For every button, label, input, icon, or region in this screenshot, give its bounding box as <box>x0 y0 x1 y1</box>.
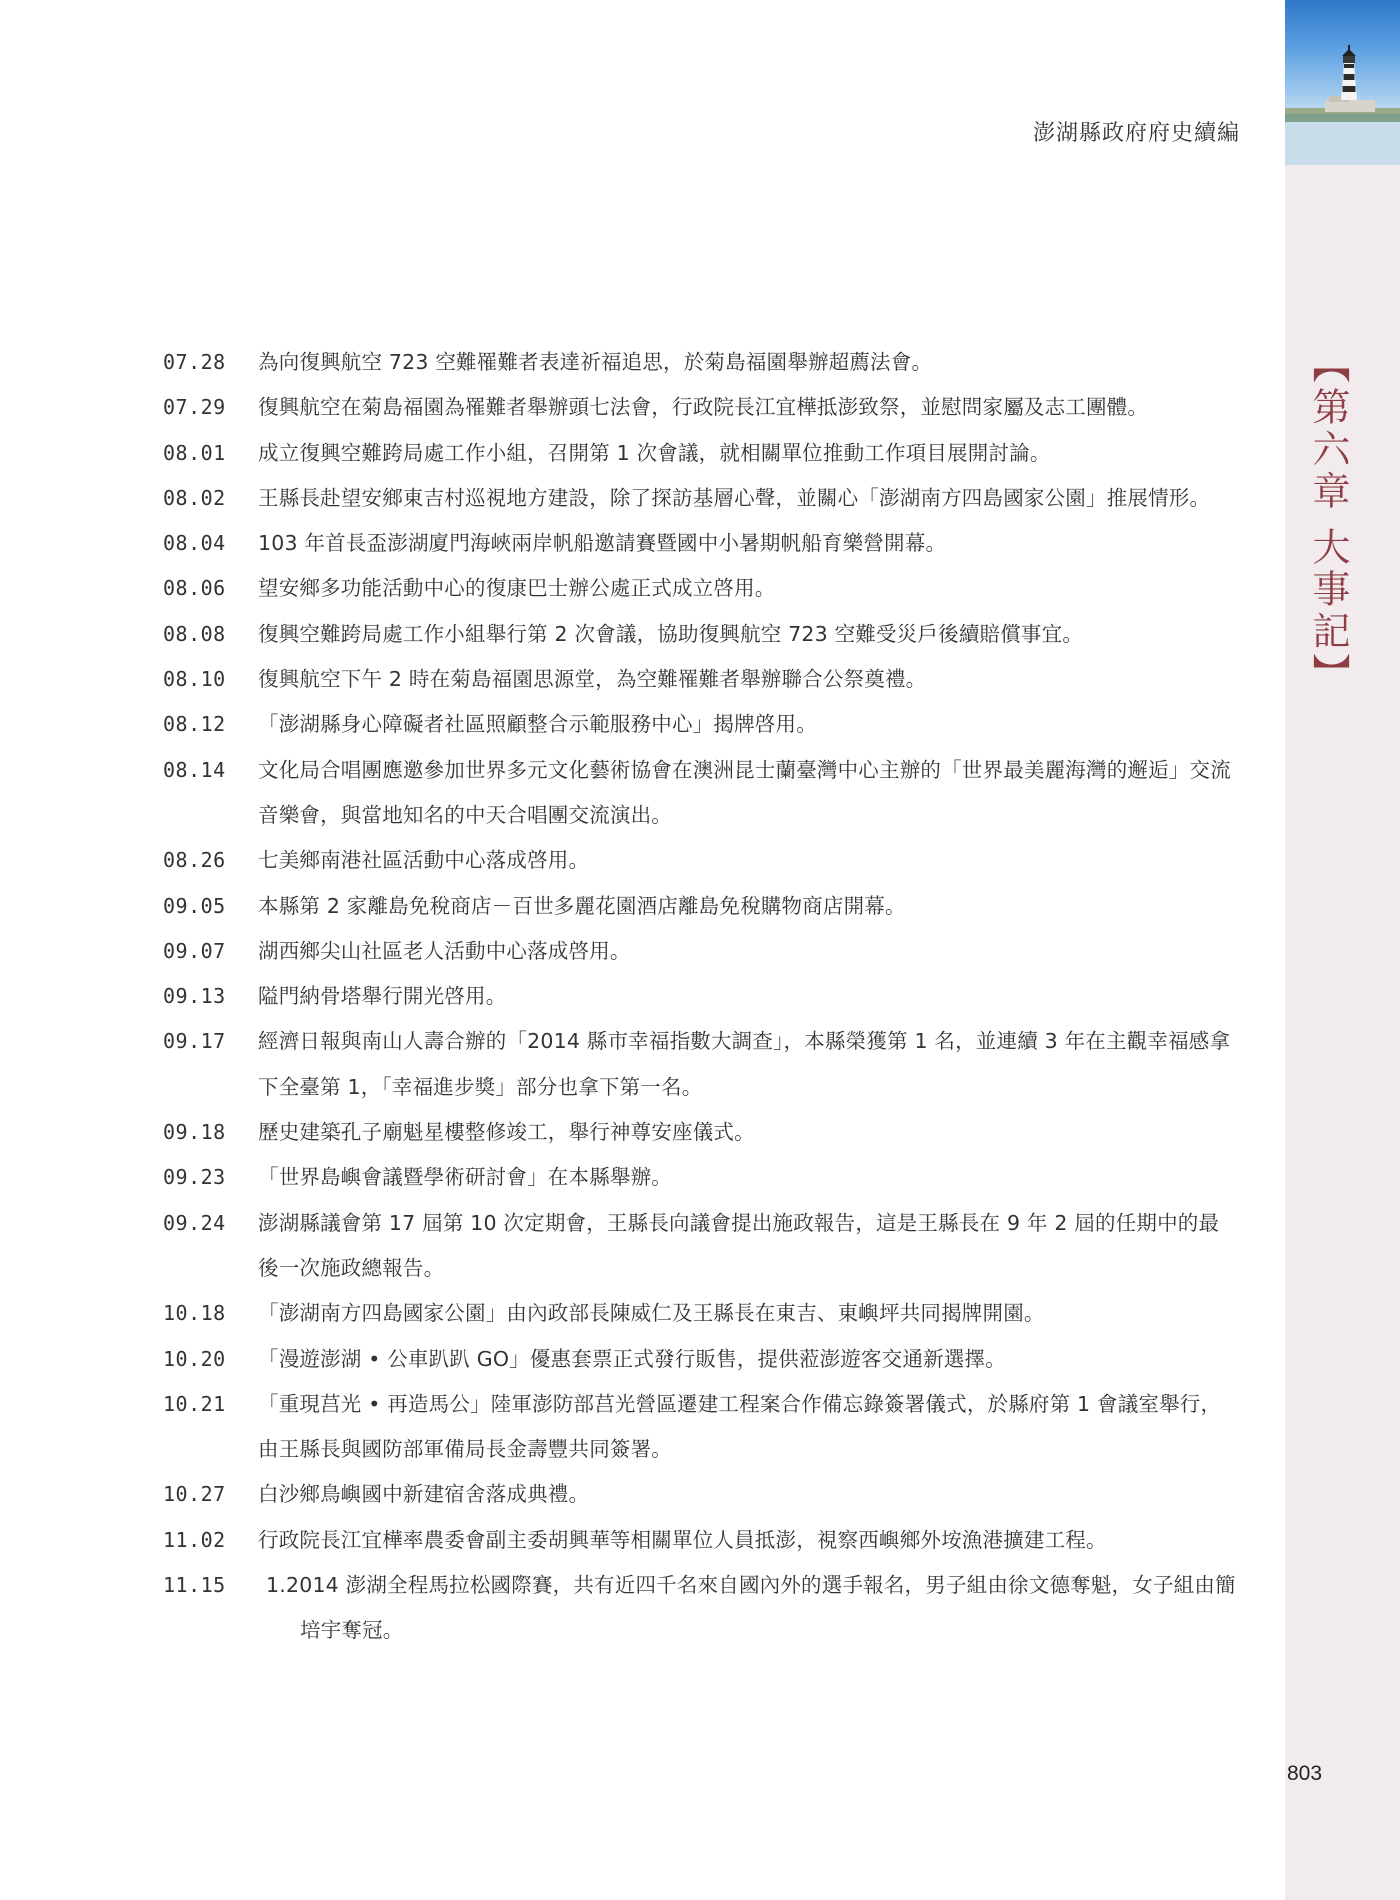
side-band <box>1285 0 1400 1900</box>
entry-text: 隘門納骨塔舉行開光啓用。 <box>258 984 507 1009</box>
entry-text: 為向復興航空 723 空難罹難者表達祈福追思，於菊島福園舉辦超薦法會。 <box>258 350 933 374</box>
chronology-entry <box>163 1382 1238 1473</box>
entry-date: 08.10 <box>163 667 226 692</box>
entry-text: 行政院長江宜樺率農委會副主委胡興華等相關單位人員抵澎，視察西嶼鄉外垵漁港擴建工程。 <box>258 1527 1107 1552</box>
entry-date: 11.15 <box>163 1573 226 1598</box>
chronology-entry <box>163 1201 1238 1292</box>
entry-text: 白沙鄉鳥嶼國中新建宿舍落成典禮。 <box>258 1482 590 1507</box>
entry-date: 08.01 <box>163 440 226 465</box>
chronology-entry <box>163 884 1238 929</box>
entry-text: 「世界島嶼會議暨學術研討會」在本縣舉辦。 <box>258 1165 672 1190</box>
entry-date: 08.02 <box>163 485 226 510</box>
chapter-tab <box>1306 345 1350 695</box>
entry-date: 10.18 <box>163 1301 226 1326</box>
entry-text: 「重現莒光 • 再造馬公」陸軍澎防部莒光營區遷建工程案合作備忘錄簽署儀式，於縣府第 1 會議室舉行，由王縣長與國防部軍備局長金壽豐共同簽署。 <box>258 1391 1222 1462</box>
entry-date: 08.06 <box>163 576 226 601</box>
chronology-entry <box>163 385 1238 430</box>
entry-text: 復興航空下午 2 時在菊島福園思源堂，為空難罹難者舉辦聯合公祭奠禮。 <box>258 667 927 692</box>
page-number: 803 <box>1287 1762 1323 1785</box>
chronology-entry <box>163 612 1238 657</box>
entry-text: 1.2014 澎湖全程馬拉松國際賽，共有近四千名來自國內外的選手報名，男子組由徐文德奪魁，女子組由簡培宇奪冠。 <box>266 1573 1236 1643</box>
entry-date: 08.26 <box>163 848 226 873</box>
entry-date: 10.20 <box>163 1346 226 1371</box>
entry-text: 歷史建築孔子廟魁星樓整修竣工，舉行神尊安座儀式。 <box>258 1120 755 1145</box>
chronology-entry <box>163 340 1238 385</box>
chronology-entry <box>163 1019 1238 1110</box>
entry-date: 11.02 <box>163 1527 226 1552</box>
chapter-topic: 大事記 <box>1306 527 1350 653</box>
chronology-entry <box>163 521 1238 566</box>
chronology-entry <box>163 974 1238 1019</box>
entry-date: 09.05 <box>163 893 226 918</box>
entry-text: 經濟日報與南山人壽合辦的「2014 縣市幸福指數大調查」，本縣榮獲第 1 名，並連續 3 年在主觀幸福感拿下全臺第 1，「幸福進步獎」部分也拿下第一名。 <box>258 1029 1231 1099</box>
lighthouse-photo <box>1285 0 1400 165</box>
entry-text: 文化局合唱團應邀參加世界多元文化藝術協會在澳洲昆士蘭臺灣中心主辦的「世界最美麗海灣的邂逅」交流音樂會，與當地知名的中天合唱團交流演出。 <box>258 757 1231 827</box>
entry-date: 09.23 <box>163 1165 226 1190</box>
chronology-entry <box>163 1110 1238 1155</box>
entry-date: 09.13 <box>163 984 226 1009</box>
entry-date: 09.07 <box>163 938 226 963</box>
entry-text: 103 年首長盃澎湖廈門海峽兩岸帆船邀請賽暨國中小暑期帆船育樂營開幕。 <box>258 531 947 556</box>
entry-text: 復興航空在菊島福園為罹難者舉辦頭七法會，行政院長江宜樺抵澎致祭，並慰問家屬及志工團體。 <box>258 395 1149 420</box>
entry-text: 「漫遊澎湖 • 公車趴趴 GO」優惠套票正式發行販售，提供蒞澎遊客交通新選擇。 <box>258 1346 1006 1371</box>
entry-date: 07.28 <box>163 350 226 374</box>
chronology-entry <box>163 1472 1238 1517</box>
entry-date: 08.08 <box>163 621 226 646</box>
chronology-entry <box>163 1155 1238 1200</box>
entry-date: 10.21 <box>163 1391 226 1416</box>
chronology-entry <box>163 566 1238 611</box>
chronology-entry <box>163 1563 1238 1654</box>
chapter-open-bracket: 【 <box>1306 345 1350 387</box>
chronology-entry <box>163 929 1238 974</box>
entry-text: 望安鄉多功能活動中心的復康巴士辦公處正式成立啓用。 <box>258 576 776 601</box>
entry-date: 09.24 <box>163 1210 226 1235</box>
entry-text: 湖西鄉尖山社區老人活動中心落成啓用。 <box>258 938 631 963</box>
entry-date: 07.29 <box>163 395 226 420</box>
entry-date: 08.12 <box>163 712 226 737</box>
entry-date: 08.14 <box>163 757 226 782</box>
entry-text: 王縣長赴望安鄉東吉村巡視地方建設，除了探訪基層心聲，並關心「澎湖南方四島國家公園」推展情形。 <box>258 485 1211 510</box>
chronology-entry <box>163 702 1238 747</box>
entry-text: 澎湖縣議會第 17 屆第 10 次定期會，王縣長向議會提出施政報告，這是王縣長在 9 年 2 屆的任期中的最後一次施政總報告。 <box>258 1210 1220 1280</box>
entry-text: 成立復興空難跨局處工作小組，召開第 1 次會議，就相關單位推動工作項目展開討論。 <box>258 440 1051 465</box>
chronology-entry <box>163 657 1238 702</box>
chapter-close-bracket: 】 <box>1306 653 1350 695</box>
entry-date: 09.18 <box>163 1120 226 1145</box>
header-title: 澎湖縣政府府史續編 <box>1032 121 1240 146</box>
chronology-entry <box>163 1337 1238 1382</box>
chronology-list <box>163 340 1238 1654</box>
entry-date: 09.17 <box>163 1029 226 1054</box>
lighthouse-illustration <box>1285 0 1400 165</box>
entry-text: 「澎湖南方四島國家公園」由內政部長陳威仁及王縣長在東吉、東嶼坪共同揭牌開園。 <box>258 1301 1045 1326</box>
chronology-entry <box>163 838 1238 883</box>
entry-text: 本縣第 2 家離島免稅商店－百世多麗花園酒店離島免稅購物商店開幕。 <box>258 893 906 918</box>
chronology-entry <box>163 1518 1238 1563</box>
chronology-entry <box>163 748 1238 839</box>
entry-date: 08.04 <box>163 531 226 556</box>
entry-date: 10.27 <box>163 1482 226 1507</box>
entry-text: 「澎湖縣身心障礙者社區照顧整合示範服務中心」揭牌啓用。 <box>258 712 817 737</box>
chronology-entry <box>163 431 1238 476</box>
chapter-label: 第六章 <box>1306 387 1350 513</box>
entry-text: 復興空難跨局處工作小組舉行第 2 次會議，協助復興航空 723 空難受災戶後續賠償事宜。 <box>258 621 1084 646</box>
chronology-entry <box>163 1291 1238 1336</box>
chronology-entry <box>163 476 1238 521</box>
entry-text: 七美鄉南港社區活動中心落成啓用。 <box>258 848 590 873</box>
